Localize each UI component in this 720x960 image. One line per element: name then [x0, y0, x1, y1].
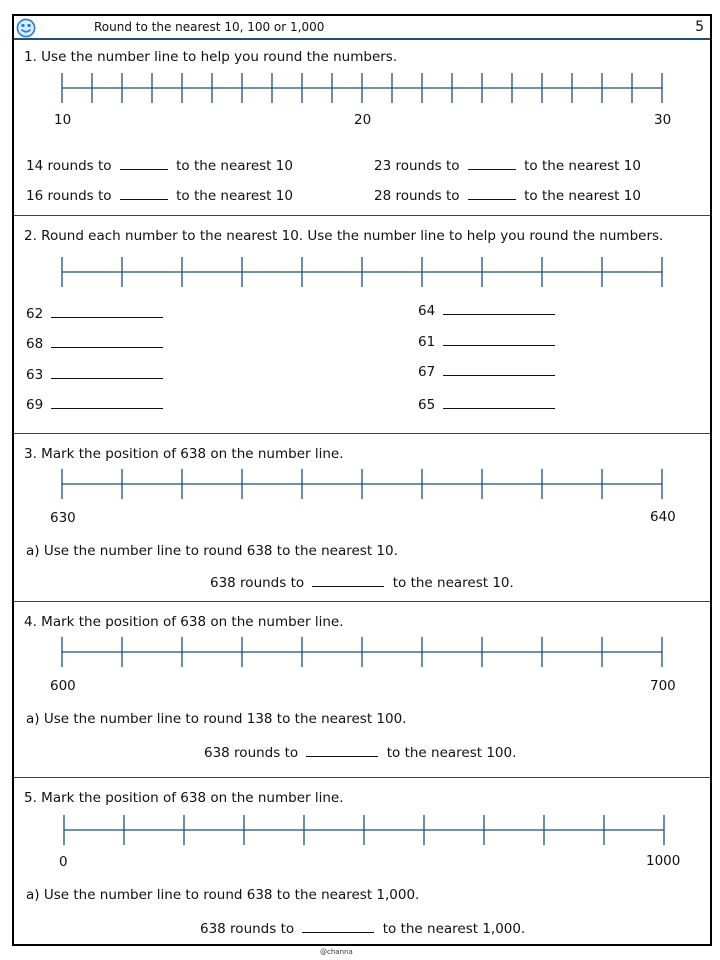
q1-row-2-right [374, 188, 641, 204]
q5-answer-prefix: 638 rounds to [200, 921, 295, 937]
q1-prompt: 1. Use the number line to help you round the numbers. [24, 49, 398, 65]
q4-prompt: 4. Mark the position of 638 on the number line. [24, 614, 344, 630]
q4-answer-sentence [204, 745, 516, 761]
worksheet-frame [12, 14, 712, 946]
q4-answer-blank[interactable] [306, 745, 378, 757]
q1-answer-blank[interactable] [468, 158, 516, 170]
q4-answer-prefix: 638 rounds to [204, 745, 299, 761]
q4-label-start: 600 [50, 678, 76, 694]
question-5 [14, 778, 710, 946]
q5-task: a) Use the number line to round 638 to the nearest 1,000. [26, 887, 420, 903]
q1-item-23: 23 rounds to [374, 158, 460, 174]
q1-answer-blank[interactable] [468, 188, 516, 200]
q2-item [26, 336, 163, 352]
q4-task: a) Use the number line to round 138 to the nearest 100. [26, 711, 407, 727]
q2-answer-blank[interactable] [443, 364, 555, 376]
q2-number: 63 [26, 367, 44, 383]
page-number: 5 [695, 19, 704, 35]
q1-row-1-left [26, 158, 293, 174]
q2-item [418, 364, 555, 380]
q2-item [418, 334, 555, 350]
q2-answer-blank[interactable] [51, 306, 163, 318]
worksheet-title: Round to the nearest 10, 100 or 1,000 [94, 20, 325, 34]
smiley-logo-icon [16, 18, 36, 38]
q2-item [26, 306, 163, 322]
q1-item-suffix: to the nearest 10 [176, 188, 293, 204]
q1-item-14: 14 rounds to [26, 158, 112, 174]
question-2 [14, 216, 710, 434]
q2-answer-blank[interactable] [51, 367, 163, 379]
question-1 [14, 42, 710, 216]
q2-answer-blank[interactable] [443, 303, 555, 315]
q1-row-2-left [26, 188, 293, 204]
q2-number: 69 [26, 397, 44, 413]
q4-label-end: 700 [650, 678, 676, 694]
q3-prompt: 3. Mark the position of 638 on the number line. [24, 446, 344, 462]
q2-number: 61 [418, 334, 436, 350]
q4-number-line [14, 602, 710, 682]
copyright-footer: @channa [320, 948, 353, 956]
worksheet-header [14, 16, 710, 40]
q1-item-suffix: to the nearest 10 [524, 188, 641, 204]
q1-answer-blank[interactable] [120, 188, 168, 200]
q2-number: 65 [418, 397, 436, 413]
q3-task: a) Use the number line to round 638 to the nearest 10. [26, 543, 398, 559]
q5-number-line [14, 778, 710, 858]
q1-label-start: 10 [54, 112, 72, 128]
q5-label-start: 0 [59, 854, 68, 870]
question-4 [14, 602, 710, 778]
q2-answer-blank[interactable] [51, 336, 163, 348]
q1-label-mid: 20 [354, 112, 372, 128]
q2-prompt: 2. Round each number to the nearest 10. Use the number line to help you round the numbers. [24, 228, 664, 244]
q1-item-suffix: to the nearest 10 [176, 158, 293, 174]
q2-answer-blank[interactable] [51, 397, 163, 409]
q2-item [418, 397, 555, 413]
q5-answer-suffix: to the nearest 1,000. [382, 921, 526, 937]
q5-answer-sentence [200, 921, 525, 937]
q3-label-end: 640 [650, 509, 676, 525]
q1-row-1-right [374, 158, 641, 174]
q2-answer-blank[interactable] [443, 397, 555, 409]
q3-answer-sentence [210, 575, 514, 591]
q2-number: 67 [418, 364, 436, 380]
q3-answer-blank[interactable] [312, 575, 384, 587]
q1-item-suffix: to the nearest 10 [524, 158, 641, 174]
q4-answer-suffix: to the nearest 100. [386, 745, 517, 761]
q2-number: 64 [418, 303, 436, 319]
q5-prompt: 5. Mark the position of 638 on the number line. [24, 790, 344, 806]
q1-item-16: 16 rounds to [26, 188, 112, 204]
q3-label-start: 630 [50, 510, 76, 526]
q5-answer-blank[interactable] [302, 921, 374, 933]
question-3 [14, 434, 710, 602]
q2-number: 62 [26, 306, 44, 322]
q1-number-line [14, 42, 710, 122]
q3-answer-prefix: 638 rounds to [210, 575, 305, 591]
q2-number-line [14, 216, 710, 296]
q2-item [418, 303, 555, 319]
q2-answer-blank[interactable] [443, 334, 555, 346]
q3-answer-suffix: to the nearest 10. [392, 575, 514, 591]
q1-answer-blank[interactable] [120, 158, 168, 170]
q2-number: 68 [26, 336, 44, 352]
q3-number-line [14, 434, 710, 514]
q2-item [26, 397, 163, 413]
q1-label-end: 30 [654, 112, 672, 128]
q1-item-28: 28 rounds to [374, 188, 460, 204]
q2-item [26, 367, 163, 383]
q5-label-end: 1000 [646, 853, 681, 869]
